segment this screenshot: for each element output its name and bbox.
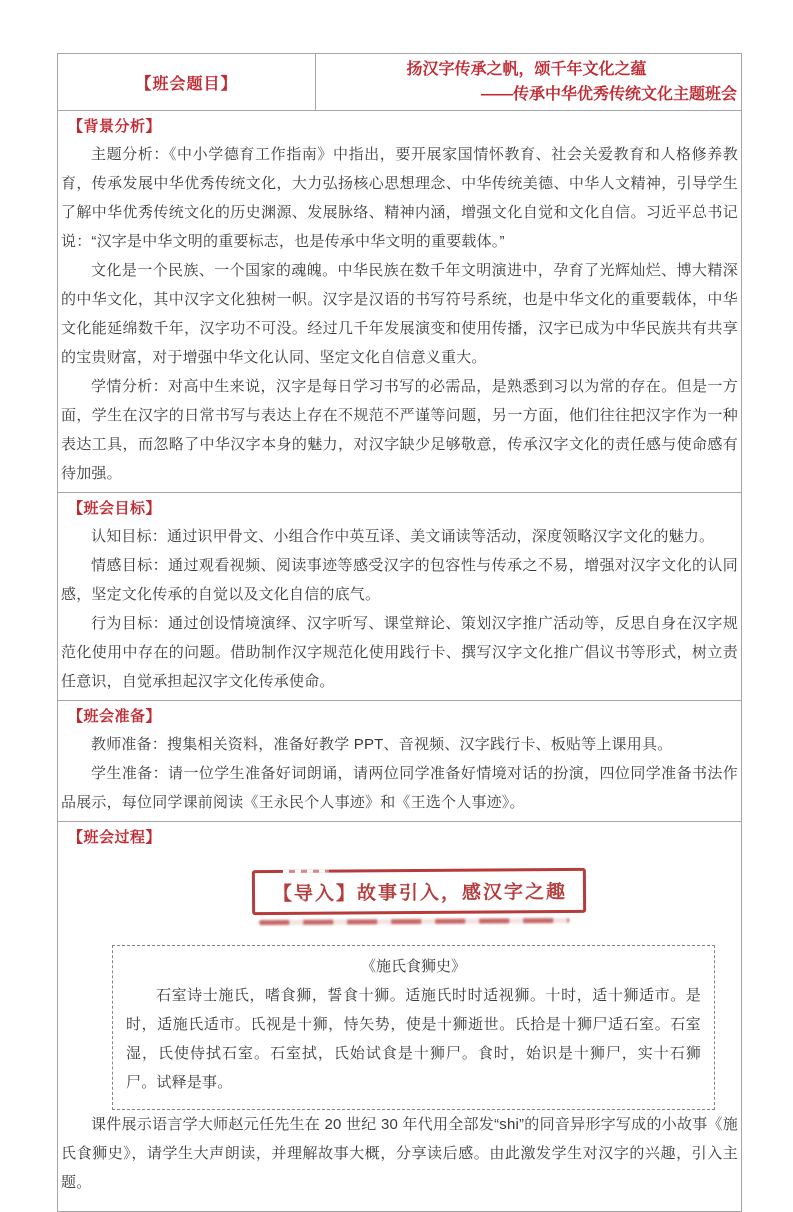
title-row	[58, 54, 741, 111]
paragraph-emotional-goal: 情感目标：通过观看视频、阅读事迹等感受汉字的包容性与传承之不易，增强对汉字文化的认同感，坚定文化传承的自觉以及文化自信的底气。	[61, 557, 738, 603]
title-label-cell: 【班会题目】	[58, 54, 316, 110]
story-dashed-box	[112, 945, 715, 1110]
section-background-analysis	[58, 111, 741, 493]
story-title: 《施氏食狮史》	[360, 958, 466, 975]
section-heading-goals: 【班会目标】	[68, 500, 162, 517]
section-heading-process: 【班会过程】	[68, 829, 162, 846]
intro-stage-stamp: 【导入】故事引入，感汉字之趣	[252, 868, 586, 915]
paragraph-student-analysis: 学情分析：对高中生来说，汉字是每日学习书写的必需品，是熟悉到习以为常的存在。但是一方面，学生在汉字的日常书写与表达上存在不规范不严谨等问题，另一方面，他们往往把汉字作为一种表达工具，而忽略了中华汉字本身的魅力，对汉字缺少足够敬意，传承汉字文化的责任感与使命感有待加强。	[61, 378, 738, 482]
section-heading-preparation: 【班会准备】	[68, 708, 162, 725]
story-text: 石室诗士施氏，嗜食狮，誓食十狮。适施氏时时适视狮。十时，适十狮适市。是时，适施氏适市。氏视是十狮，恃矢势，使是十狮逝世。氏拾是十狮尸适石室。石室湿，氏使侍拭石室。石室拭，氏始试食是十狮尸。食时，始识是十狮尸，实十石狮尸。试释是事。	[126, 987, 701, 1091]
paragraph-theme-analysis: 主题分析：《中小学德育工作指南》中指出，要开展家国情怀教育、社会关爱教育和人格修养教育，传承发展中华优秀传统文化，大力弘扬核心思想理念、中华传统美德、中华人文精神，引导学生了解中华优秀传统文化的历史渊源、发展脉络、精神内涵，增强文化自觉和文化自信。习近平总书记说：“汉字是中华文明的重要标志，也是传承中华文明的重要载体。”	[61, 146, 738, 250]
paragraph-intro-activity: 课件展示语言学大师赵元任先生在 20 世纪 30 年代用全部发“shi”的同音异形字写成的小故事《施氏食狮史》，请学生大声朗读，并理解故事大概，分享读后感。由此激发学生对汉字的兴趣，引入主题。	[61, 1116, 738, 1191]
paragraph-culture: 文化是一个民族、一个国家的魂魄。中华民族在数千年文明演进中，孕育了光辉灿烂、博大精深的中华文化，其中汉字文化独树一帜。汉字是汉语的书写符号系统，也是中华文化的重要载体，中华文化能延绵数千年，汉字功不可没。经过几千年发展演变和使用传播，汉字已成为中华民族共有共享的宝贵财富，对于增强中华文化认同、坚定文化自信意义重大。	[61, 262, 738, 366]
subtitle: ——传承中华优秀传统文化主题班会	[480, 86, 737, 103]
section-heading-background: 【背景分析】	[68, 118, 162, 135]
lesson-plan-document	[57, 53, 742, 1212]
paragraph-student-prep: 学生准备：请一位学生准备好词朗诵，请两位同学准备好情境对话的扮演，四位同学准备书法作品展示，每位同学课前阅读《王永民个人事迹》和《王选个人事迹》。	[61, 765, 738, 811]
main-title: 扬汉字传承之帆，颂千年文化之蕴	[406, 61, 647, 78]
stamp-container	[100, 869, 739, 914]
section-process	[58, 822, 741, 1211]
section-preparation	[58, 701, 741, 822]
title-cell	[316, 54, 741, 110]
paragraph-cognitive-goal: 认知目标：通过识甲骨文、小组合作中英互译、美文诵读等活动，深度领略汉字文化的魅力。	[91, 528, 715, 545]
paragraph-behavioral-goal: 行为目标：通过创设情境演绎、汉字听写、课堂辩论、策划汉字推广活动等，反思自身在汉字规范化使用中存在的问题。借助制作汉字规范化使用践行卡、撰写汉字文化推广倡议书等形式，树立责任意识，自觉承担起汉字文化传承使命。	[61, 615, 738, 690]
paragraph-teacher-prep: 教师准备：搜集相关资料，准备好教学 PPT、音视频、汉字践行卡、板贴等上课用具。	[91, 736, 673, 753]
section-goals	[58, 493, 741, 701]
